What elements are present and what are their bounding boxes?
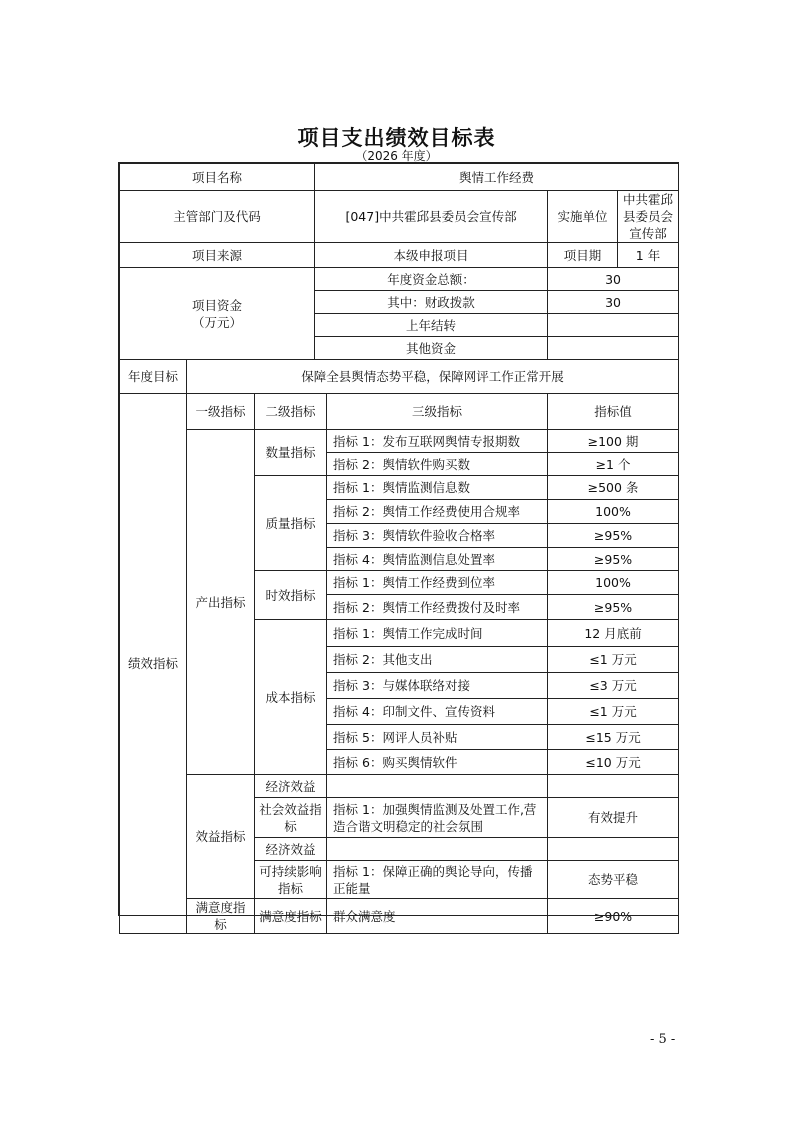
source-value: 本级申报项目 [315,243,548,268]
project-name-label: 项目名称 [120,164,315,191]
indicator-name: 指标 2：舆情工作经费使用合规率 [327,500,548,524]
satisfaction-label: 满意度指标 [187,899,255,934]
indicator-name: 指标 2：其他支出 [327,647,548,673]
indicator-name: 指标 5：网评人员补贴 [327,725,548,750]
indicator-name [327,775,548,798]
group-cost: 成本指标 [255,620,327,775]
indicator-value: 有效提升 [548,798,679,838]
impl-value: 中共霍邱县委员会宣传部 [618,191,679,243]
indicator-value [548,838,679,861]
page-title: 项目支出绩效目标表 [297,125,496,150]
indicator-value: ≤3 万元 [548,673,679,699]
indicator-name: 指标 2：舆情软件购买数 [327,453,548,476]
header-value: 指标值 [548,394,679,430]
indicator-value: ≥500 条 [548,476,679,500]
group-quality: 质量指标 [255,476,327,571]
funds-row-label: 上年结转 [315,314,548,337]
page-number: - 5 - [650,1032,676,1047]
indicator-value: ≤15 万元 [548,725,679,750]
output-label: 产出指标 [187,430,255,775]
group-timeliness: 时效指标 [255,571,327,620]
indicator-value: ≤1 万元 [548,699,679,725]
group-satisfaction: 满意度指标 [255,899,327,934]
indicator-name [327,838,548,861]
indicator-value: ≥90% [548,899,679,934]
goal-value: 保障全县舆情态势平稳，保障网评工作正常开展 [187,360,679,394]
indicator-value: ≥95% [548,595,679,620]
project-name-value: 舆情工作经费 [315,164,679,191]
indicator-name: 群众满意度 [327,899,548,934]
indicator-name: 指标 2：舆情工作经费拨付及时率 [327,595,548,620]
funds-row-label: 其中：财政拨款 [315,291,548,314]
perf-label: 绩效指标 [120,394,187,934]
indicator-value: ≥95% [548,524,679,548]
group-econ: 经济效益 [255,838,327,861]
header-level1: 一级指标 [187,394,255,430]
indicator-value: ≥1 个 [548,453,679,476]
group-sustain: 可持续影响指标 [255,861,327,899]
indicator-value [548,775,679,798]
period-label: 项目期 [548,243,618,268]
header-level2: 二级指标 [255,394,327,430]
indicator-name: 指标 4：印制文件、宣传资料 [327,699,548,725]
performance-table [119,163,679,934]
indicator-name: 指标 1：舆情监测信息数 [327,476,548,500]
indicator-value: 100% [548,500,679,524]
funds-row-value: 30 [548,268,679,291]
indicator-name: 指标 1：保障正确的舆论导向，传播正能量 [327,861,548,899]
indicator-value: 12 月底前 [548,620,679,647]
indicator-name: 指标 1：发布互联网舆情专报期数 [327,430,548,453]
funds-row-value: 30 [548,291,679,314]
indicator-value: 态势平稳 [548,861,679,899]
impl-label: 实施单位 [548,191,618,243]
indicator-value: ≥100 期 [548,430,679,453]
source-label: 项目来源 [120,243,315,268]
funds-row-label: 年度资金总额： [315,268,548,291]
goal-label: 年度目标 [120,360,187,394]
funds-row-value [548,337,679,360]
header-level3: 三级指标 [327,394,548,430]
group-social: 社会效益指标 [255,798,327,838]
group-quantity: 数量指标 [255,430,327,476]
indicator-value: ≤10 万元 [548,750,679,775]
funds-label: 项目资金 （万元） [120,268,315,360]
indicator-value: 100% [548,571,679,595]
page-subtitle: （2026 年度） [355,149,438,163]
dept-label: 主管部门及代码 [120,191,315,243]
indicator-name: 指标 4：舆情监测信息处置率 [327,548,548,571]
funds-row-value [548,314,679,337]
group-econ: 经济效益 [255,775,327,798]
indicator-name: 指标 3：与媒体联络对接 [327,673,548,699]
indicator-name: 指标 1：舆情工作完成时间 [327,620,548,647]
indicator-name: 指标 6：购买舆情软件 [327,750,548,775]
indicator-name: 指标 3：舆情软件验收合格率 [327,524,548,548]
benefit-label: 效益指标 [187,775,255,899]
indicator-value: ≤1 万元 [548,647,679,673]
period-value: 1 年 [618,243,679,268]
dept-value: [047]中共霍邱县委员会宣传部 [315,191,548,243]
indicator-name: 指标 1：舆情工作经费到位率 [327,571,548,595]
indicator-value: ≥95% [548,548,679,571]
funds-row-label: 其他资金 [315,337,548,360]
indicator-name: 指标 1：加强舆情监测及处置工作,营造合谐文明稳定的社会氛围 [327,798,548,838]
